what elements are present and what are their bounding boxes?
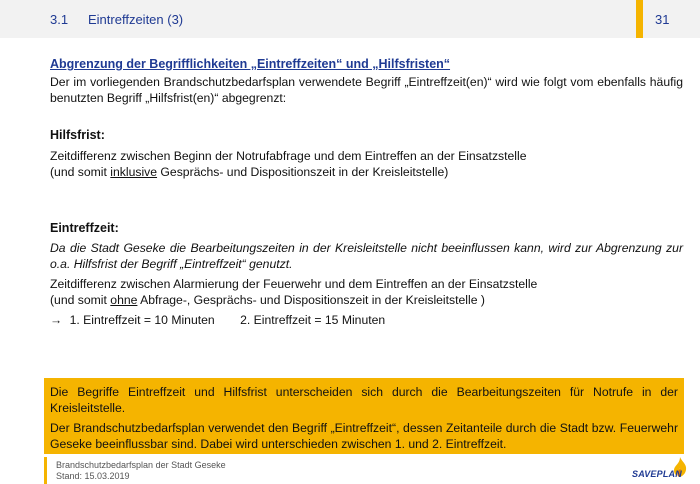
page-header	[0, 0, 700, 38]
footer-accent-bar	[44, 457, 47, 484]
logo-text: SAVEPLAN	[632, 469, 682, 479]
hilfsfrist-line2-pre: (und somit	[50, 165, 111, 179]
eintreffzeit-line2-post: Abfrage-, Gesprächs- und Dispositionszeit in der Kreisleitstelle )	[137, 293, 485, 307]
page-number: 31	[655, 12, 670, 27]
eintreffzeit-item-2: 2. Eintreffzeit = 15 Minuten	[240, 313, 386, 327]
eintreffzeit-italic-paragraph: Da die Stadt Geseke die Bearbeitungszeiten in der Kreisleitstelle nicht beeinflussen kann, wird zur Abgrenzung zur o.a. Hilfsfrist der Begriff „Eintreffzeit“ genutzt.	[50, 241, 683, 271]
intro-paragraph: Der im vorliegenden Brandschutzbedarfsplan verwendete Begriff „Eintreffzeit(en)“ wird wie folgt vom ebenfalls häufig benutzten Begriff „Hilfsfrist(en)“ abgegrenzt:	[50, 75, 683, 105]
section-title: Abgrenzung der Begrifflichkeiten „Eintreffzeiten“ und „Hilfsfristen“	[50, 57, 451, 71]
eintreffzeit-line2-pre: (und somit	[50, 293, 111, 307]
summary-paragraph-2: Der Brandschutzbedarfsplan verwendet den Begriff „Eintreffzeit“, dessen Zeitanteile durch die Stadt bzw. Feuerwehr Geseke beeinflussbar sind. Dabei wird unterschieden zwischen 1. und 2. Eintreffzeit.	[50, 421, 678, 451]
eintreffzeit-heading-text: Eintreffzeit:	[50, 221, 119, 235]
eintreffzeit-values	[50, 312, 683, 328]
section-title-block	[50, 56, 683, 72]
page-title: Eintreffzeiten (3)	[88, 12, 184, 27]
hilfsfrist-heading-text: Hilfsfrist:	[50, 128, 105, 142]
footer-line-2: Stand: 15.03.2019	[56, 471, 130, 481]
eintreffzeit-item-1: 1. Eintreffzeit = 10 Minuten	[69, 313, 215, 327]
footer	[56, 460, 226, 482]
hilfsfrist-line2-post: Gesprächs- und Dispositionszeit in der Kreisleitstelle)	[157, 165, 449, 179]
saveplan-logo	[632, 455, 692, 481]
section-number: 3.1	[50, 12, 69, 27]
summary-box	[44, 378, 684, 454]
footer-line-1: Brandschutzbedarfsplan der Stadt Geseke	[56, 460, 226, 470]
summary-paragraph-1: Die Begriffe Eintreffzeit und Hilfsfrist unterscheiden sich durch die Bearbeitungszeiten für Notrufe in der Kreisleitstelle.	[50, 385, 678, 415]
hilfsfrist-line2	[50, 164, 683, 180]
hilfsfrist-heading	[50, 127, 683, 143]
header-accent-bar	[636, 0, 643, 38]
eintreffzeit-heading	[50, 220, 683, 236]
hilfsfrist-inklusive: inklusive	[110, 165, 158, 179]
hilfsfrist-line1: Zeitdifferenz zwischen Beginn der Notrufabfrage und dem Eintreffen an der Einsatzstelle	[50, 149, 527, 163]
eintreffzeit-line1: Zeitdifferenz zwischen Alarmierung der Feuerwehr und dem Eintreffen an der Einsatzstelle	[50, 277, 538, 291]
eintreffzeit-line2	[50, 292, 683, 308]
arrow-icon: →	[50, 313, 63, 327]
eintreffzeit-ohne: ohne	[110, 293, 138, 307]
